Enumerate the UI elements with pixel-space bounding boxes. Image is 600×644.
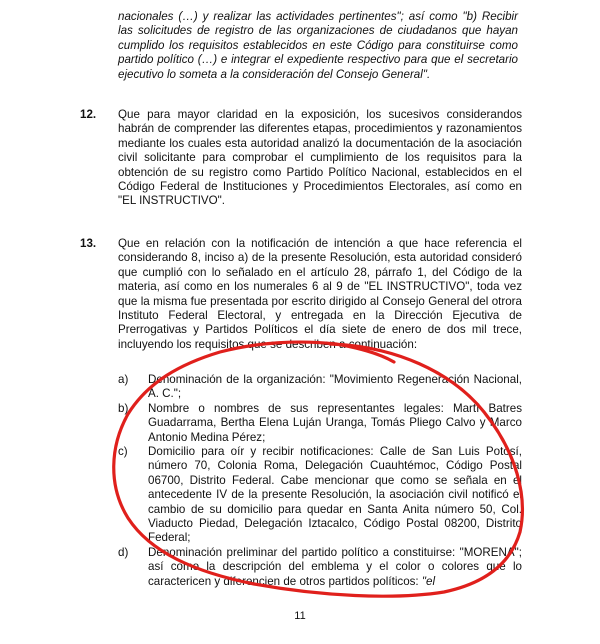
list-text: Nombre o nombres de sus representantes legales: Martí Batres Guadarrama, Bertha Elena Luján Uranga, Tomás Pliego Calvo y Marco Antonio Medina Pérez;	[148, 401, 522, 444]
list-text: Denominación de la organización: "Movimiento Regeneración Nacional, A. C.";	[148, 373, 522, 401]
list-item	[118, 373, 522, 402]
list-item	[118, 546, 522, 589]
list-item	[118, 445, 522, 546]
list-text	[148, 546, 522, 589]
paragraph-text: Que en relación con la notificación de intención a que hace referencia el considerando 8, inciso a) de la presente Resolución, esta autoridad consideró que cumplió con lo señalado en el artículo 28, párrafo 1, del Código de la materia, así como en los numerales 6 al 9 de "EL INSTRUCTIVO", toda vez que la misma fue presentada por escrito dirigido al Consejo General del otrora Instituto Federal Electoral, y entregada en la Dirección Ejecutiva de Prerrogativas y Partidos Políticos el día siete de enero de dos mil trece, incluyendo los requisitos que se describen a continuación:	[118, 237, 522, 351]
requirements-list	[118, 373, 522, 589]
paragraph-12	[80, 108, 530, 209]
quoted-text: nacionales (…) y realizar las actividades pertinentes"; así como "b) Recibir las solicitudes de registro de las organizaciones de ciudadanos que hayan cumplido los requisitos establecidos en este Código para constituirse como partido político (…) e integrar el expediente respectivo para que el secretario ejecutivo lo someta a la consideración del Consejo General".	[118, 10, 518, 81]
paragraph-13	[80, 237, 530, 352]
paragraph-text: Que para mayor claridad en la exposición, los sucesivos considerandos habrán de comprender las diferentes etapas, procedimientos y razonamientos mediante los cuales esta autoridad analizó la documentación de la asociación civil solicitante para comprobar el cumplimiento de los requisitos para la obtención de su registro como Partido Político Nacional, establecidos en el Código Federal de Instituciones y Procedimientos Electorales, así como en "EL INSTRUCTIVO".	[118, 108, 522, 208]
list-text: Domicilio para oír y recibir notificaciones: Calle de San Luis Potosí, número 70, Colonia Roma, Delegación Cuauhtémoc, Código Postal 06700, Distrito Federal. Cabe mencionar que como se señala en el antecedente IV de la presente Resolución, la asociación civil notificó el cambio de su domicilio para quedar en Santa Anita número 50, Col. Viaducto Piedad, Delegación Iztacalco, Código Postal 08200, Distrito Federal;	[148, 445, 522, 545]
list-letter: c)	[118, 445, 128, 459]
list-letter: a)	[118, 373, 129, 386]
list-text-italic: "el	[421, 574, 436, 588]
list-letter: d)	[118, 545, 129, 559]
paragraph-number: 12.	[80, 108, 97, 121]
list-letter: b)	[118, 401, 129, 415]
paragraph-number: 13.	[80, 237, 97, 250]
list-item	[118, 402, 522, 445]
list-text-main: Denominación preliminar del partido político a constituirse: "MORENA"; así como la descripción del emblema y el color o colores que lo caractericen y diferencien de otros partidos políticos:	[148, 545, 522, 588]
page-number: 11	[294, 610, 306, 622]
